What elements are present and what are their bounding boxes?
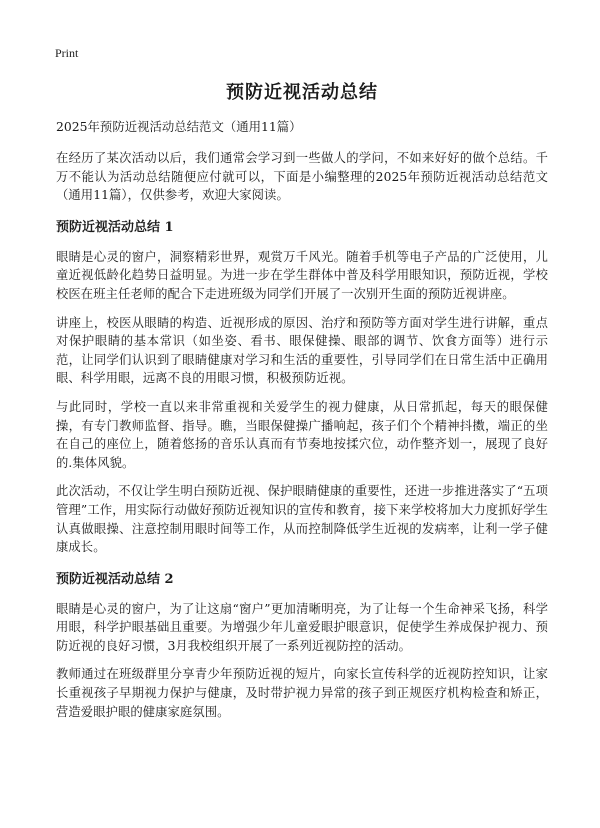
paragraph: 与此同时，学校一直以来非常重视和关爱学生的视力健康，从日常抓起，每天的眼保健操，有专门教师监督、指导。瞧，当眼保健操广播响起，孩子们个个精神抖擞，端正的坐在自己的座位上，随着悠扬的音乐认真而有节奏地按揉穴位，动作整齐划一，展现了良好的.集体风貌。	[56, 399, 548, 470]
article-subtitle: 2025年预防近视活动总结范文（通用11篇）	[56, 119, 302, 134]
article	[56, 78, 548, 731]
paragraph: 眼睛是心灵的窗户，为了让这扇“窗户”更加清晰明亮，为了让每一个生命神采飞扬，科学用眼，科学护眼基础且重要。为增强少年儿童爱眼护眼意识，促使学生养成保护视力、预防近视的良好习惯，3月我校组织开展了一系列近视防控的活动。	[56, 601, 548, 653]
print-link[interactable]: Print	[55, 46, 79, 60]
paragraph: 讲座上，校医从眼睛的构造、近视形成的原因、治疗和预防等方面对学生进行讲解，重点对保护眼睛的基本常识（如坐姿、看书、眼保健操、眼部的调节、饮食方面等）进行示范，让同学们认识到了眼睛健康对学习和生活的重要性，引导同学们在日常生活中正确用眼、科学用眼，远离不良的用眼习惯，积极预防近视。	[56, 315, 548, 386]
intro-paragraph: 在经历了某次活动以后，我们通常会学习到一些做人的学问，不如来好好的做个总结。千万不能认为活动总结随便应付就可以，下面是小编整理的2025年预防近视活动总结范文（通用11篇），仅供参考，欢迎大家阅读。	[56, 151, 548, 203]
paragraph: 此次活动，不仅让学生明白预防近视、保护眼睛健康的重要性，还进一步推进落实了“五项管理”工作，用实际行动做好预防近视知识的宣传和教育，接下来学校将加大力度抓好学生认真做眼操、注意控制用眼时间等工作，从而控制降低学生近视的发病率，让利一学子健康成长。	[56, 484, 548, 555]
paragraph: 眼睛是心灵的窗户，洞察精彩世界，观赏万千风光。随着手机等电子产品的广泛使用，儿童近视低龄化趋势日益明显。为进一步在学生群体中普及科学用眼知识，预防近视，学校校医在班主任老师的配合下走进班级为同学们开展了一次别开生面的预防近视讲座。	[56, 249, 548, 301]
section-heading: 预防近视活动总结 2	[56, 571, 174, 587]
page-title: 预防近视活动总结	[226, 82, 378, 103]
paragraph: 教师通过在班级群里分享青少年预防近视的短片，向家长宣传科学的近视防控知识，让家长重视孩子早期视力保护与健康，及时带护视力异常的孩子到正规医疗机构检查和矫正，营造爱眼护眼的健康家庭氛围。	[56, 667, 548, 719]
section-heading: 预防近视活动总结 1	[56, 219, 174, 235]
